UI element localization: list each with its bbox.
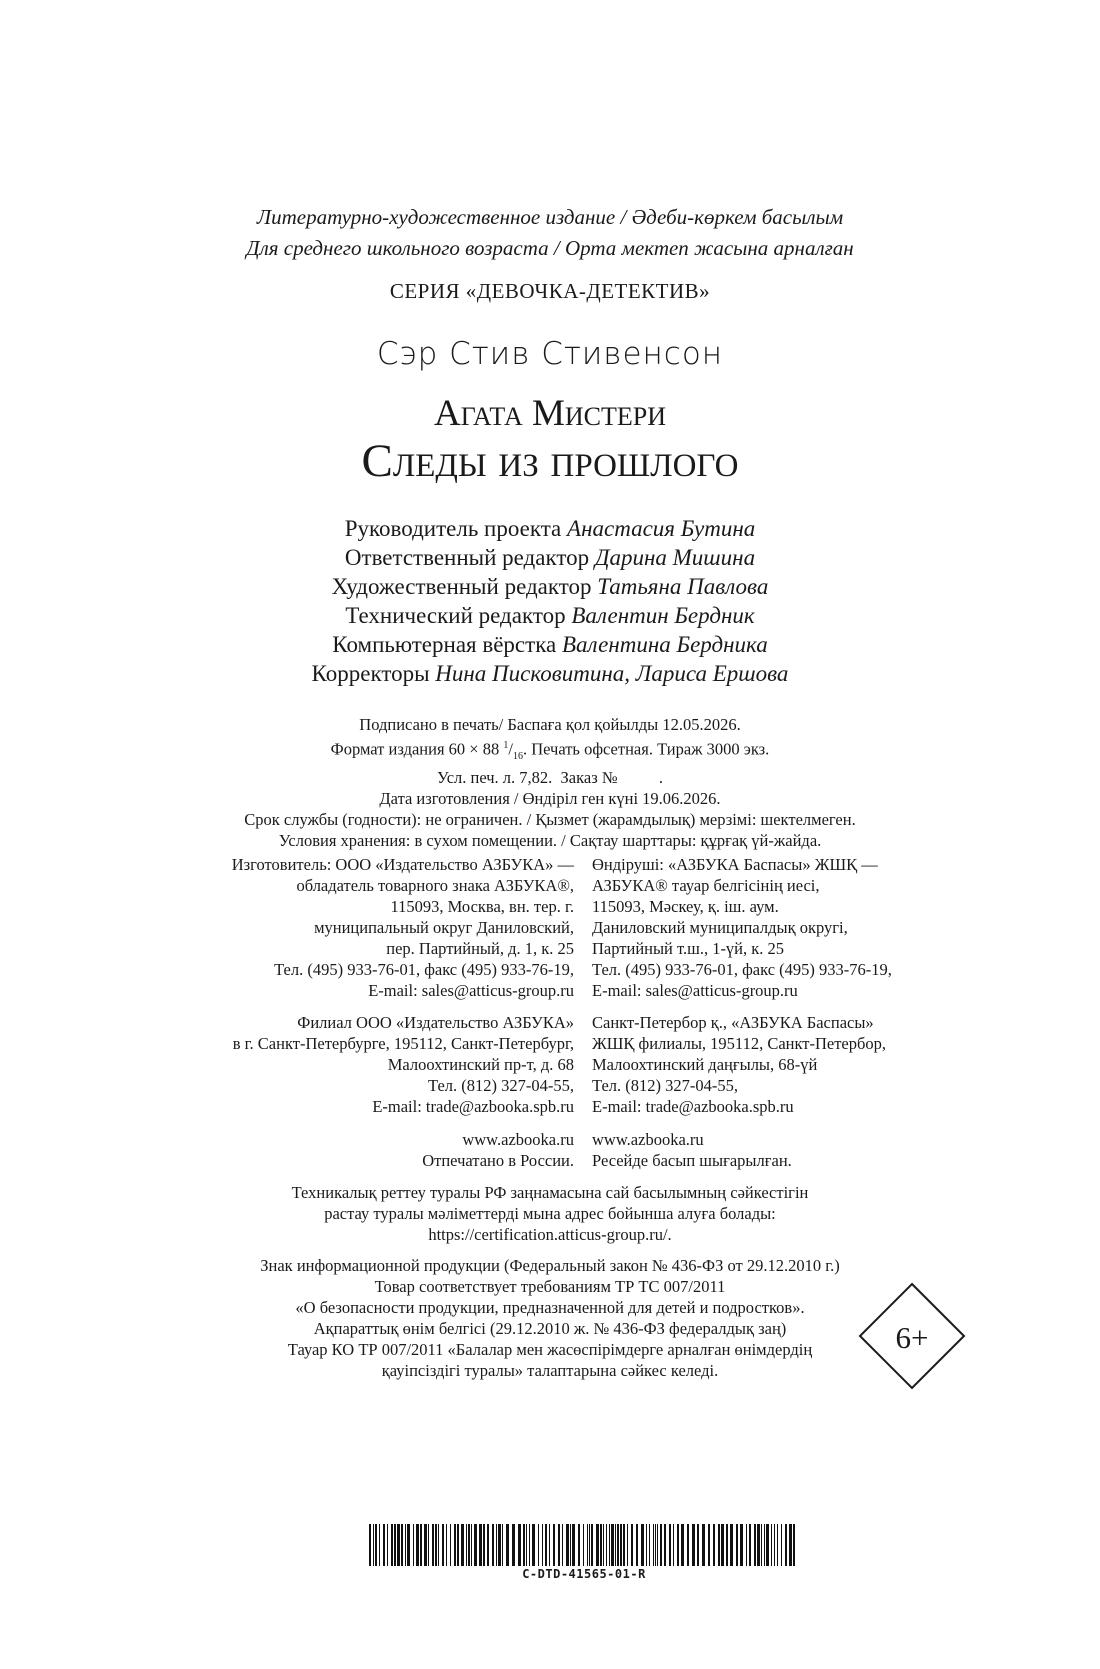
barcode-bar — [442, 1524, 444, 1566]
manufacturer-kz-line: Тел. (495) 933-76-01, факс (495) 933-76-19, — [592, 960, 892, 979]
barcode-bar — [746, 1524, 747, 1566]
credit-person: Валентина Бердника — [561, 632, 768, 657]
credit-role: Руководитель проекта — [344, 516, 562, 541]
storage-conditions: Условия хранения: в сухом помещении. / Сақтау шарттары: құрғақ үй-жайда. — [278, 830, 822, 850]
barcode-bar — [405, 1524, 406, 1566]
credit-line — [0, 572, 1100, 601]
barcode-bar — [518, 1524, 521, 1566]
format-fraction-numerator: 1 — [503, 740, 509, 751]
barcode-bar — [450, 1524, 451, 1566]
credit-role: Технический редактор — [345, 603, 566, 628]
barcode-bar — [749, 1524, 751, 1566]
barcode-bar — [471, 1524, 472, 1566]
barcode-bar — [636, 1524, 638, 1566]
manufacturer-kz-email: E-mail: sales@atticus-group.ru — [592, 981, 798, 1000]
barcode-bar — [649, 1524, 650, 1566]
barcode-bar — [570, 1524, 571, 1566]
branch-kz-line: Тел. (812) 327-04-55, — [592, 1076, 738, 1095]
barcode-bar — [603, 1524, 604, 1566]
barcode-bar — [428, 1524, 429, 1566]
barcode-bar — [764, 1524, 765, 1566]
barcode-bar — [673, 1524, 674, 1566]
barcode-bar — [387, 1524, 388, 1566]
barcode-bar — [631, 1524, 633, 1566]
shelf-life: Срок службы (годности): не ограничен. / Қызмет (жарамдылық) мерзімі: шектелмеген. — [244, 809, 856, 829]
series-label: СЕРИЯ «ДЕВОЧКА-ДЕТЕКТИВ» — [389, 279, 711, 303]
barcode-bar — [793, 1524, 795, 1566]
barcode-bar — [558, 1524, 560, 1566]
barcode-bar — [512, 1524, 515, 1566]
credit-role: Компьютерная вёрстка — [332, 632, 557, 657]
certification-line: Техникалық реттеу туралы РФ заңнамасына сай басылымның сәйкестігін — [291, 1183, 809, 1202]
branch-ru-line: Малоохтинский пр-т, д. 68 — [387, 1055, 574, 1074]
barcode-bar — [681, 1524, 684, 1566]
barcode-bar — [383, 1524, 385, 1566]
barcode-bar — [617, 1524, 619, 1566]
barcode-bar — [407, 1524, 410, 1566]
branch-ru-line: Филиал ООО «Издательство АЗБУКА» — [297, 1013, 574, 1032]
barcode-bar — [394, 1524, 396, 1566]
credit-line — [0, 659, 1100, 688]
barcode-bar — [583, 1524, 584, 1566]
barcode-bar — [627, 1524, 628, 1566]
branch-ru — [233, 1012, 574, 1117]
manufacturer-ru-line: обладатель товарного знака АЗБУКА®, — [296, 876, 574, 895]
barcode-bar — [461, 1524, 464, 1566]
info-sign-line: Знак информационной продукции (Федеральный закон № 436-ФЗ от 29.12.2010 г.) — [260, 1256, 840, 1275]
credit-line — [0, 543, 1100, 572]
printed-in-kz: Ресейде басып шығарылған. — [592, 1151, 792, 1170]
barcode-bar — [578, 1524, 580, 1566]
credits-list — [0, 514, 1100, 688]
barcode-bar — [498, 1524, 501, 1566]
barcode-bar — [721, 1524, 724, 1566]
branch-ru-line: в г. Санкт-Петербурге, 195112, Санкт-Петербург, — [232, 1034, 574, 1053]
manufacturer-ru-line: муниципальный округ Даниловский, — [314, 918, 574, 937]
credit-role: Художественный редактор — [331, 574, 592, 599]
barcode-bar — [479, 1524, 482, 1566]
author-name: Сэр Стив Стивенсон — [376, 336, 724, 372]
barcode-bar — [785, 1524, 787, 1566]
certification-note — [0, 1182, 1100, 1245]
barcode-bar — [379, 1524, 380, 1566]
barcode-bar — [740, 1524, 743, 1566]
barcode-code: C-DTD-41565-01-R — [522, 1567, 646, 1581]
subtitle-line: Литературно-художественное издание / Әдеби-көркем басылым — [256, 205, 844, 229]
barcode-bar — [609, 1524, 610, 1566]
printed-in-ru: Отпечатано в России. — [422, 1151, 574, 1170]
manufacturer-kz-line: 115093, Мәскеу, қ. іш. аум. — [592, 897, 779, 916]
manufacturer-kz-line: Даниловский муниципалдық округі, — [592, 918, 848, 937]
barcode-bar — [591, 1524, 593, 1566]
barcode-bar — [397, 1524, 400, 1566]
website-link[interactable]: www.azbooka.ru — [462, 1130, 574, 1149]
branch-kz-email: E-mail: trade@azbooka.spb.ru — [592, 1097, 794, 1116]
barcode-bar — [660, 1524, 662, 1566]
sheets-order: Усл. печ. л. 7,82. Заказ № . — [437, 767, 663, 787]
credit-person: Анастасия Бутина — [567, 516, 756, 541]
edition-subtitle — [0, 202, 1100, 264]
barcode-bar — [687, 1524, 689, 1566]
barcode-bar — [611, 1524, 614, 1566]
credit-role: Корректоры — [311, 661, 430, 686]
barcode-bar — [777, 1524, 778, 1566]
barcode-bar — [774, 1524, 775, 1566]
format-text: Формат издания 60 × 88 — [330, 739, 504, 759]
manufacturer-ru-line: Тел. (495) 933-76-01, факс (495) 933-76-19, — [274, 960, 574, 979]
barcode-bar — [468, 1524, 470, 1566]
barcode-bar — [523, 1524, 525, 1566]
barcode-bar — [781, 1524, 782, 1566]
barcode-bar — [600, 1524, 602, 1566]
certification-line: растау туралы мәліметтерді мына адрес бойынша алуға болады: — [324, 1204, 776, 1223]
manufacturer-ru-line: Изготовитель: ООО «Издательство АЗБУКА» — — [231, 855, 574, 874]
info-sign-line: «О безопасности продукции, предназначенной для детей и подростков». — [295, 1298, 805, 1317]
book-title: Следы из прошлого — [361, 435, 739, 487]
barcode-bar — [432, 1524, 434, 1566]
barcode-bar — [420, 1524, 422, 1566]
barcode-bar — [466, 1524, 467, 1566]
barcode-bar — [506, 1524, 509, 1566]
barcode-bar — [454, 1524, 456, 1566]
barcode-bar — [697, 1524, 699, 1566]
barcode-bar — [502, 1524, 503, 1566]
barcode-bar — [532, 1524, 535, 1566]
manufacturer-kz-line: Партийный т.ш., 1-үй, к. 25 — [592, 939, 785, 958]
barcode-bar — [623, 1524, 625, 1566]
branch-kz-line: ЖШҚ филиалы, 195112, Санкт-Петербор, — [592, 1034, 887, 1053]
credit-person: Валентин Бердник — [571, 603, 755, 628]
info-sign-line: Тауар КО ТР 007/2011 «Балалар мен жасөспірімдерге арналған өнімдердің — [287, 1340, 813, 1359]
info-sign-line: қауіпсіздігі туралы» талаптарына сәйкес келеді. — [381, 1361, 719, 1380]
manufacturer-ru-line: 115093, Москва, вн. тер. г. — [390, 897, 574, 916]
barcode-bar — [446, 1524, 447, 1566]
barcode — [369, 1524, 799, 1566]
branch-kz-line: Малоохтинский даңғылы, 68-үй — [592, 1055, 818, 1074]
format-text-end: . Печать офсетная. Тираж 3000 экз. — [522, 739, 770, 759]
barcode-bar — [566, 1524, 569, 1566]
certification-url[interactable]: https://certification.atticus-group.ru/. — [428, 1225, 672, 1244]
barcode-bar — [375, 1524, 377, 1566]
barcode-bar — [562, 1524, 563, 1566]
barcode-bar — [761, 1524, 762, 1566]
barcode-bar — [369, 1524, 371, 1566]
barcode-bar — [789, 1524, 792, 1566]
print-details — [0, 714, 1100, 851]
barcode-bar — [713, 1524, 715, 1566]
barcode-bar — [641, 1524, 644, 1566]
website-link[interactable]: www.azbooka.ru — [592, 1130, 704, 1149]
manufacturer-kz-line: АЗБУКА® тауар белгісінің иесі, — [592, 876, 820, 895]
barcode-bar — [657, 1524, 658, 1566]
barcode-bar — [708, 1524, 710, 1566]
barcode-bar — [771, 1524, 772, 1566]
barcode-bar — [620, 1524, 622, 1566]
format-fraction-denominator: 16 — [512, 750, 523, 762]
barcode-bar — [736, 1524, 738, 1566]
web-kz — [592, 1129, 792, 1171]
barcode-bar — [606, 1524, 607, 1566]
barcode-bar — [766, 1524, 769, 1566]
signed-date: Подписано в печать/ Баспаға қол қойылды 12.05.2026. — [359, 715, 741, 734]
credit-person: Нина Писковитина, Лариса Ершова — [435, 661, 789, 686]
barcode-bar — [545, 1524, 547, 1566]
barcode-bar — [553, 1524, 555, 1566]
barcode-bar — [587, 1524, 588, 1566]
manufacturer-ru-line: пер. Партийный, д. 1, к. 25 — [386, 939, 574, 958]
manufacturer-kz — [592, 854, 892, 1001]
barcode-bar — [483, 1524, 485, 1566]
barcode-bar — [438, 1524, 439, 1566]
branch-ru-email: E-mail: trade@azbooka.spb.ru — [372, 1097, 574, 1116]
barcode-bar — [702, 1524, 705, 1566]
credit-person: Дарина Мишина — [594, 545, 756, 570]
barcode-bar — [692, 1524, 695, 1566]
barcode-bar — [757, 1524, 760, 1566]
barcode-bar — [492, 1524, 494, 1566]
barcode-bar — [373, 1524, 374, 1566]
credit-role: Ответственный редактор — [344, 545, 590, 570]
barcode-bar — [391, 1524, 393, 1566]
barcode-bar — [572, 1524, 575, 1566]
barcode-bar — [413, 1524, 414, 1566]
info-sign-line: Ақпараттық өнім белгісі (29.12.2010 ж. № 436-ФЗ федералдық заң) — [313, 1319, 787, 1338]
barcode-bar — [669, 1524, 671, 1566]
series-title: Агата Мистери — [433, 393, 667, 434]
subtitle-line: Для среднего школьного возраста / Орта мектеп жасына арналған — [246, 236, 854, 260]
barcode-bar — [589, 1524, 590, 1566]
barcode-bar — [664, 1524, 666, 1566]
barcode-bar — [542, 1524, 543, 1566]
barcode-bar — [677, 1524, 679, 1566]
credit-line — [0, 630, 1100, 659]
barcode-bar — [529, 1524, 530, 1566]
barcode-bar — [538, 1524, 539, 1566]
credit-line — [0, 601, 1100, 630]
barcode-bar — [435, 1524, 437, 1566]
barcode-bar — [496, 1524, 497, 1566]
barcode-bar — [487, 1524, 489, 1566]
barcode-bar — [726, 1524, 728, 1566]
credit-line — [0, 514, 1100, 543]
manufacturer-ru-email: E-mail: sales@atticus-group.ru — [368, 981, 574, 1000]
barcode-bar — [424, 1524, 427, 1566]
barcode-bar — [526, 1524, 527, 1566]
age-rating-badge — [858, 1282, 966, 1390]
barcode-bar — [401, 1524, 403, 1566]
branch-kz — [592, 1012, 886, 1117]
barcode-bar — [653, 1524, 654, 1566]
barcode-bar — [718, 1524, 720, 1566]
web-ru — [422, 1129, 574, 1171]
branch-ru-line: Тел. (812) 327-04-55, — [428, 1076, 574, 1095]
barcode-bar — [646, 1524, 647, 1566]
manufacturer-ru — [232, 854, 574, 1001]
barcode-bar — [655, 1524, 656, 1566]
barcode-bar — [730, 1524, 733, 1566]
barcode-bar — [615, 1524, 616, 1566]
age-rating-text: 6+ — [895, 1320, 929, 1355]
barcode-bar — [416, 1524, 419, 1566]
credit-person: Татьяна Павлова — [597, 574, 769, 599]
info-sign-line: Товар соответствует требованиям ТР ТС 007/2011 — [374, 1277, 726, 1296]
manufacturer-kz-line: Өндіруші: «АЗБУКА Баспасы» ЖШҚ — — [592, 855, 878, 874]
branch-kz-line: Санкт-Петербор қ., «АЗБУКА Баспасы» — [592, 1013, 874, 1032]
manufacture-date: Дата изготовления / Өндіріл ген күні 19.06.2026. — [379, 788, 721, 808]
barcode-bar — [457, 1524, 459, 1566]
barcode-bar — [596, 1524, 599, 1566]
barcode-bar — [549, 1524, 550, 1566]
format-line: Формат издания 60 × 88 $^1/_{16}$. Печать офсетная. Тираж 3000 экз. — [330, 739, 770, 762]
barcode-bar — [754, 1524, 756, 1566]
barcode-bar — [474, 1524, 477, 1566]
